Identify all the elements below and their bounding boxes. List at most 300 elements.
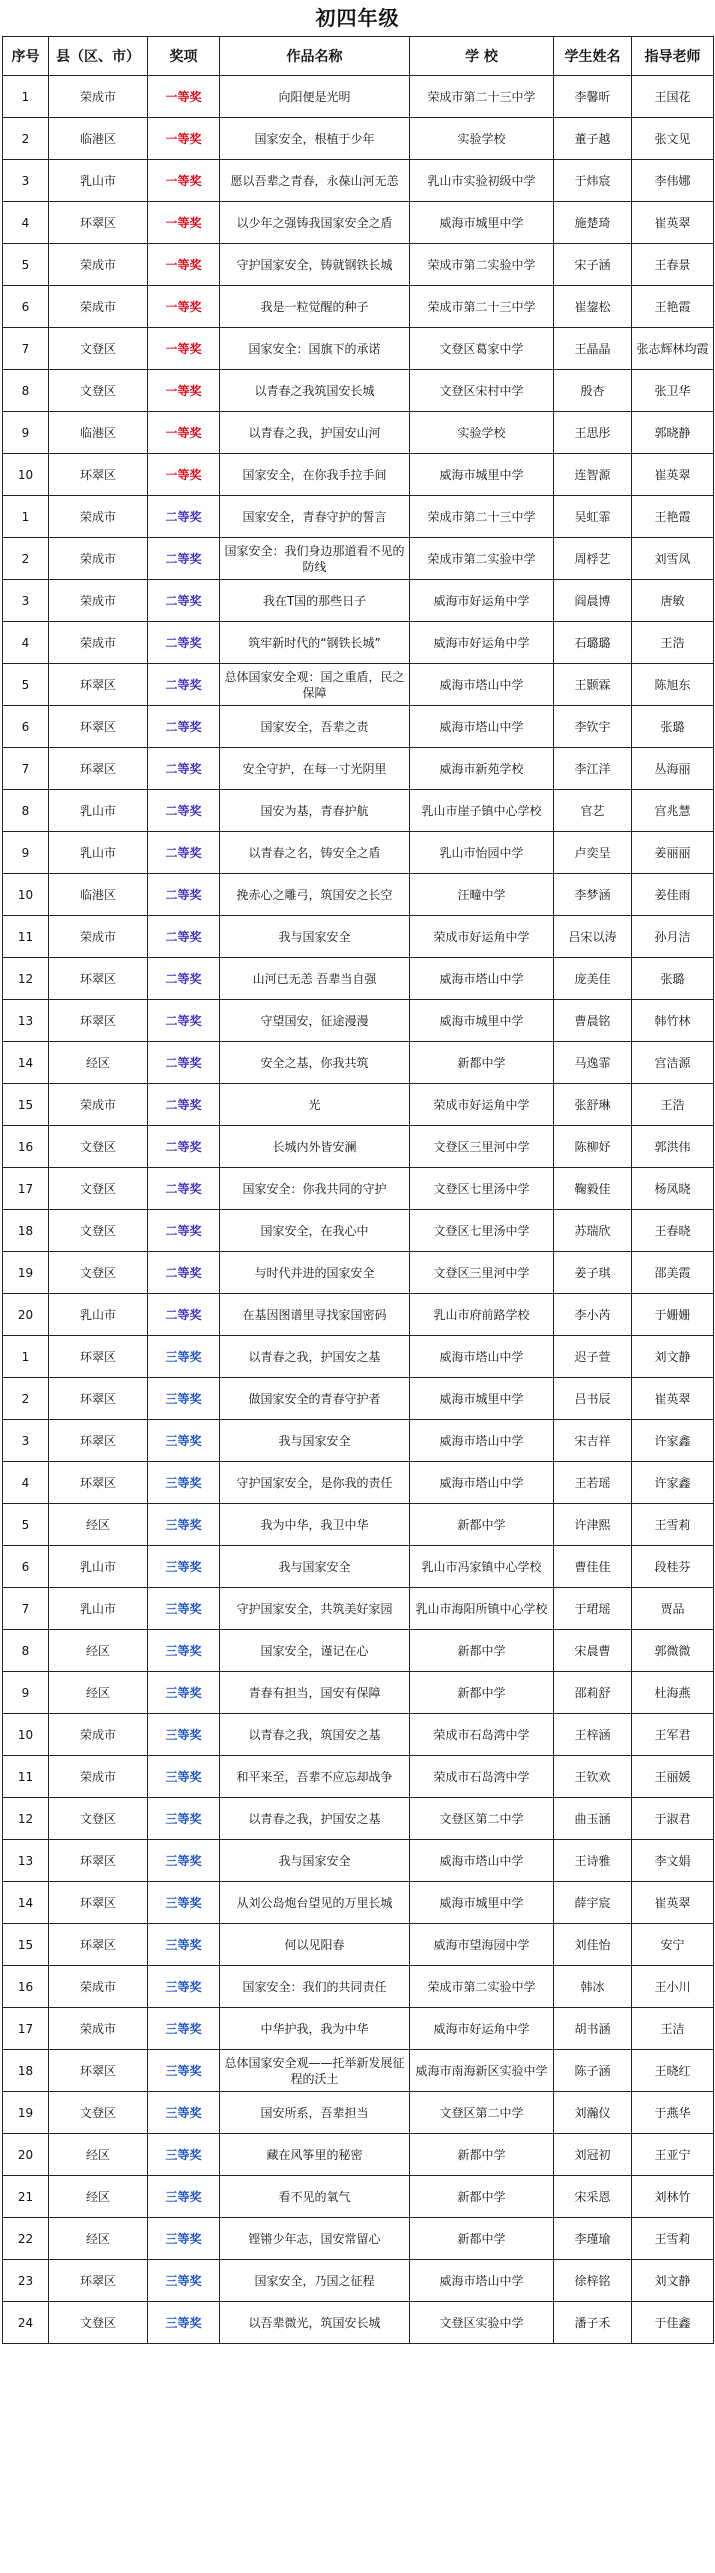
- cell-school: 威海市塔山中学: [410, 706, 554, 748]
- cell-school: 实验学校: [410, 412, 554, 454]
- table-row: [3, 412, 714, 454]
- cell-school: 威海市城里中学: [410, 202, 554, 244]
- cell-work-title: 国家安全：你我共同的守护: [220, 1168, 410, 1210]
- cell-school: 文登区宋村中学: [410, 370, 554, 412]
- cell-school: 乳山市冯家镇中心学校: [410, 1546, 554, 1588]
- cell-award: 一等奖: [148, 118, 220, 160]
- cell-index: 15: [3, 1084, 49, 1126]
- cell-award: 三等奖: [148, 1882, 220, 1924]
- cell-work-title: 看不见的氧气: [220, 2176, 410, 2218]
- cell-index: 1: [3, 496, 49, 538]
- cell-work-title: 总体国家安全观：国之重盾，民之保障: [220, 664, 410, 706]
- cell-award: 二等奖: [148, 1000, 220, 1042]
- cell-teacher: 郭微微: [632, 1630, 714, 1672]
- cell-school: 乳山市府前路学校: [410, 1294, 554, 1336]
- cell-teacher: 邵美霞: [632, 1252, 714, 1294]
- cell-county: 经区: [49, 1042, 148, 1084]
- cell-index: 7: [3, 328, 49, 370]
- cell-teacher: 王洁: [632, 2008, 714, 2050]
- cell-index: 12: [3, 1798, 49, 1840]
- cell-award: 三等奖: [148, 1966, 220, 2008]
- cell-student: 连智源: [554, 454, 632, 496]
- cell-award: 二等奖: [148, 958, 220, 1000]
- cell-teacher: 陈旭东: [632, 664, 714, 706]
- cell-work-title: 藏在风筝里的秘密: [220, 2134, 410, 2176]
- cell-teacher: 韩竹林: [632, 1000, 714, 1042]
- cell-school: 乳山市实验初级中学: [410, 160, 554, 202]
- cell-teacher: 王小川: [632, 1966, 714, 2008]
- cell-school: 威海市塔山中学: [410, 1420, 554, 1462]
- cell-index: 19: [3, 2092, 49, 2134]
- cell-county: 临港区: [49, 874, 148, 916]
- cell-teacher: 贾品: [632, 1588, 714, 1630]
- cell-county: 环翠区: [49, 1840, 148, 1882]
- cell-county: 经区: [49, 2176, 148, 2218]
- cell-county: 乳山市: [49, 1588, 148, 1630]
- cell-index: 5: [3, 1504, 49, 1546]
- cell-work-title: 我是一粒觉醒的种子: [220, 286, 410, 328]
- cell-teacher: 王雪莉: [632, 2218, 714, 2260]
- cell-county: 乳山市: [49, 1546, 148, 1588]
- cell-county: 临港区: [49, 412, 148, 454]
- cell-school: 荣成市第二实验中学: [410, 244, 554, 286]
- cell-work-title: 我与国家安全: [220, 1546, 410, 1588]
- table-row: [3, 1378, 714, 1420]
- cell-school: 威海市塔山中学: [410, 664, 554, 706]
- cell-teacher: 丛海丽: [632, 748, 714, 790]
- cell-student: 宋吉祥: [554, 1420, 632, 1462]
- cell-county: 文登区: [49, 328, 148, 370]
- cell-index: 1: [3, 1336, 49, 1378]
- cell-award: 三等奖: [148, 1378, 220, 1420]
- cell-index: 16: [3, 1966, 49, 2008]
- cell-award: 二等奖: [148, 496, 220, 538]
- cell-teacher: 王国花: [632, 76, 714, 118]
- cell-index: 5: [3, 664, 49, 706]
- cell-index: 3: [3, 1420, 49, 1462]
- cell-work-title: 筑牢新时代的“钢铁长城”: [220, 622, 410, 664]
- cell-school: 威海市新苑学校: [410, 748, 554, 790]
- cell-county: 环翠区: [49, 664, 148, 706]
- cell-work-title: 从刘公岛炮台望见的万里长城: [220, 1882, 410, 1924]
- cell-teacher: 于姗姗: [632, 1294, 714, 1336]
- cell-award: 二等奖: [148, 790, 220, 832]
- cell-work-title: 挽赤心之雕弓，筑国安之长空: [220, 874, 410, 916]
- cell-county: 乳山市: [49, 1294, 148, 1336]
- table-row: [3, 244, 714, 286]
- cell-award: 一等奖: [148, 76, 220, 118]
- cell-work-title: 以青春之我，筑国安之基: [220, 1714, 410, 1756]
- cell-index: 4: [3, 1462, 49, 1504]
- cell-county: 荣成市: [49, 538, 148, 580]
- table-row: [3, 370, 714, 412]
- cell-teacher: 孙月洁: [632, 916, 714, 958]
- cell-county: 环翠区: [49, 1420, 148, 1462]
- table-row: [3, 1966, 714, 2008]
- cell-student: 邵莉舒: [554, 1672, 632, 1714]
- cell-index: 9: [3, 1672, 49, 1714]
- cell-school: 文登区七里汤中学: [410, 1210, 554, 1252]
- cell-index: 10: [3, 1714, 49, 1756]
- cell-student: 刘瀚仪: [554, 2092, 632, 2134]
- cell-student: 曹佳佳: [554, 1546, 632, 1588]
- cell-teacher: 王亚宁: [632, 2134, 714, 2176]
- cell-student: 殷杏: [554, 370, 632, 412]
- table-row: [3, 1672, 714, 1714]
- cell-award: 三等奖: [148, 2218, 220, 2260]
- cell-work-title: 我为中华，我卫中华: [220, 1504, 410, 1546]
- cell-teacher: 宫洁源: [632, 1042, 714, 1084]
- header-teacher: 指导老师: [632, 37, 714, 76]
- award-table: [2, 36, 714, 2344]
- cell-award: 二等奖: [148, 1210, 220, 1252]
- cell-teacher: 王晓红: [632, 2050, 714, 2092]
- cell-student: 曲玉涵: [554, 1798, 632, 1840]
- table-row: [3, 790, 714, 832]
- cell-award: 三等奖: [148, 1672, 220, 1714]
- cell-work-title: 国家安全：我们的共同责任: [220, 1966, 410, 2008]
- cell-index: 3: [3, 160, 49, 202]
- cell-work-title: 国家安全，乃国之征程: [220, 2260, 410, 2302]
- cell-school: 荣成市石岛湾中学: [410, 1756, 554, 1798]
- cell-county: 文登区: [49, 2092, 148, 2134]
- cell-student: 李梦涵: [554, 874, 632, 916]
- table-row: [3, 1168, 714, 1210]
- cell-award: 三等奖: [148, 2134, 220, 2176]
- cell-work-title: 国家安全，在你我手拉手间: [220, 454, 410, 496]
- cell-student: 薛宇宸: [554, 1882, 632, 1924]
- cell-teacher: 刘文静: [632, 2260, 714, 2302]
- header-award: 奖项: [148, 37, 220, 76]
- cell-index: 17: [3, 2008, 49, 2050]
- cell-student: 胡书涵: [554, 2008, 632, 2050]
- cell-county: 环翠区: [49, 1924, 148, 1966]
- table-row: [3, 1420, 714, 1462]
- cell-school: 荣成市好运角中学: [410, 916, 554, 958]
- cell-award: 三等奖: [148, 2302, 220, 2344]
- cell-index: 14: [3, 1042, 49, 1084]
- cell-county: 荣成市: [49, 496, 148, 538]
- cell-teacher: 安宁: [632, 1924, 714, 1966]
- cell-work-title: 守护国家安全，共筑美好家园: [220, 1588, 410, 1630]
- cell-student: 李小芮: [554, 1294, 632, 1336]
- cell-county: 环翠区: [49, 2260, 148, 2302]
- cell-index: 13: [3, 1000, 49, 1042]
- cell-work-title: 山河已无恙 吾辈当自强: [220, 958, 410, 1000]
- table-row: [3, 580, 714, 622]
- cell-award: 三等奖: [148, 1630, 220, 1672]
- cell-work-title: 和平来至，吾辈不应忘却战争: [220, 1756, 410, 1798]
- cell-student: 王梓涵: [554, 1714, 632, 1756]
- cell-teacher: 宫兆慧: [632, 790, 714, 832]
- cell-award: 二等奖: [148, 706, 220, 748]
- cell-award: 三等奖: [148, 1336, 220, 1378]
- cell-award: 三等奖: [148, 1588, 220, 1630]
- header-student: 学生姓名: [554, 37, 632, 76]
- cell-county: 环翠区: [49, 1462, 148, 1504]
- cell-teacher: 王春景: [632, 244, 714, 286]
- table-row: [3, 1588, 714, 1630]
- cell-award: 三等奖: [148, 2092, 220, 2134]
- cell-school: 汪疃中学: [410, 874, 554, 916]
- table-row: [3, 2302, 714, 2344]
- cell-teacher: 郭晓静: [632, 412, 714, 454]
- cell-county: 文登区: [49, 1252, 148, 1294]
- cell-teacher: 许家鑫: [632, 1420, 714, 1462]
- cell-student: 王若瑶: [554, 1462, 632, 1504]
- cell-work-title: 以吾辈微光，筑国安长城: [220, 2302, 410, 2344]
- cell-teacher: 于燕华: [632, 2092, 714, 2134]
- cell-county: 文登区: [49, 1210, 148, 1252]
- cell-school: 乳山市怡园中学: [410, 832, 554, 874]
- cell-index: 8: [3, 1630, 49, 1672]
- table-row: [3, 202, 714, 244]
- cell-award: 一等奖: [148, 160, 220, 202]
- cell-school: 威海市望海园中学: [410, 1924, 554, 1966]
- cell-work-title: 我与国家安全: [220, 916, 410, 958]
- cell-teacher: 刘雪凤: [632, 538, 714, 580]
- cell-school: 威海市城里中学: [410, 1000, 554, 1042]
- cell-work-title: 以青春之我筑国安长城: [220, 370, 410, 412]
- cell-school: 威海市塔山中学: [410, 1336, 554, 1378]
- cell-index: 17: [3, 1168, 49, 1210]
- cell-award: 二等奖: [148, 580, 220, 622]
- cell-index: 7: [3, 748, 49, 790]
- cell-student: 苏瑞欣: [554, 1210, 632, 1252]
- table-row: [3, 1504, 714, 1546]
- table-row: [3, 2218, 714, 2260]
- cell-school: 威海市塔山中学: [410, 1840, 554, 1882]
- cell-index: 15: [3, 1924, 49, 1966]
- cell-teacher: 崔英翠: [632, 202, 714, 244]
- cell-student: 李瑾瑜: [554, 2218, 632, 2260]
- cell-county: 环翠区: [49, 454, 148, 496]
- cell-index: 4: [3, 622, 49, 664]
- table-row: [3, 2008, 714, 2050]
- cell-county: 经区: [49, 2134, 148, 2176]
- table-row: [3, 2134, 714, 2176]
- cell-index: 19: [3, 1252, 49, 1294]
- cell-index: 9: [3, 412, 49, 454]
- cell-county: 荣成市: [49, 1966, 148, 2008]
- cell-county: 经区: [49, 1504, 148, 1546]
- cell-student: 于珺瑶: [554, 1588, 632, 1630]
- cell-work-title: 国安所系，吾辈担当: [220, 2092, 410, 2134]
- cell-county: 环翠区: [49, 2050, 148, 2092]
- cell-work-title: 我在T国的那些日子: [220, 580, 410, 622]
- cell-school: 实验学校: [410, 118, 554, 160]
- cell-county: 乳山市: [49, 832, 148, 874]
- cell-index: 16: [3, 1126, 49, 1168]
- cell-index: 6: [3, 706, 49, 748]
- table-row: [3, 1546, 714, 1588]
- cell-index: 7: [3, 1588, 49, 1630]
- cell-index: 2: [3, 118, 49, 160]
- cell-award: 三等奖: [148, 1756, 220, 1798]
- cell-school: 荣成市第二十三中学: [410, 286, 554, 328]
- cell-award: 二等奖: [148, 1252, 220, 1294]
- cell-student: 韩冰: [554, 1966, 632, 2008]
- table-row: [3, 1798, 714, 1840]
- cell-school: 新都中学: [410, 2218, 554, 2260]
- table-row: [3, 1294, 714, 1336]
- cell-index: 6: [3, 286, 49, 328]
- header-work-title: 作品名称: [220, 37, 410, 76]
- table-row: [3, 328, 714, 370]
- cell-teacher: 崔英翠: [632, 1378, 714, 1420]
- cell-award: 三等奖: [148, 2176, 220, 2218]
- cell-county: 荣成市: [49, 1756, 148, 1798]
- cell-index: 8: [3, 370, 49, 412]
- cell-award: 三等奖: [148, 1504, 220, 1546]
- cell-school: 新都中学: [410, 1504, 554, 1546]
- cell-index: 13: [3, 1840, 49, 1882]
- cell-student: 徐梓铭: [554, 2260, 632, 2302]
- cell-student: 王诗雅: [554, 1840, 632, 1882]
- cell-student: 潘子禾: [554, 2302, 632, 2344]
- cell-work-title: 长城内外皆安澜: [220, 1126, 410, 1168]
- cell-award: 三等奖: [148, 1840, 220, 1882]
- cell-teacher: 李伟娜: [632, 160, 714, 202]
- cell-work-title: 以少年之强铸我国家安全之盾: [220, 202, 410, 244]
- cell-student: 吕书辰: [554, 1378, 632, 1420]
- cell-school: 新都中学: [410, 1630, 554, 1672]
- header-school: 学 校: [410, 37, 554, 76]
- cell-work-title: 国安为基，青春护航: [220, 790, 410, 832]
- cell-award: 二等奖: [148, 874, 220, 916]
- cell-school: 荣成市第二十三中学: [410, 496, 554, 538]
- table-row: [3, 622, 714, 664]
- cell-award: 一等奖: [148, 412, 220, 454]
- cell-school: 文登区葛家中学: [410, 328, 554, 370]
- cell-student: 卢奕呈: [554, 832, 632, 874]
- cell-index: 11: [3, 1756, 49, 1798]
- cell-index: 4: [3, 202, 49, 244]
- cell-student: 李钦宇: [554, 706, 632, 748]
- cell-school: 新都中学: [410, 1042, 554, 1084]
- cell-county: 环翠区: [49, 1378, 148, 1420]
- cell-student: 马逸霏: [554, 1042, 632, 1084]
- cell-school: 威海市城里中学: [410, 1378, 554, 1420]
- cell-award: 三等奖: [148, 1546, 220, 1588]
- cell-student: 曹晨铭: [554, 1000, 632, 1042]
- cell-teacher: 崔英翠: [632, 454, 714, 496]
- cell-teacher: 郭洪伟: [632, 1126, 714, 1168]
- table-row: [3, 76, 714, 118]
- cell-award: 三等奖: [148, 1462, 220, 1504]
- cell-index: 10: [3, 454, 49, 496]
- cell-county: 临港区: [49, 118, 148, 160]
- cell-award: 二等奖: [148, 832, 220, 874]
- cell-work-title: 与时代并进的国家安全: [220, 1252, 410, 1294]
- cell-county: 荣成市: [49, 1084, 148, 1126]
- cell-award: 三等奖: [148, 1924, 220, 1966]
- cell-teacher: 王雪莉: [632, 1504, 714, 1546]
- cell-award: 二等奖: [148, 1084, 220, 1126]
- table-row: [3, 832, 714, 874]
- cell-work-title: 我与国家安全: [220, 1840, 410, 1882]
- cell-award: 一等奖: [148, 286, 220, 328]
- cell-work-title: 国家安全，吾辈之责: [220, 706, 410, 748]
- cell-county: 环翠区: [49, 958, 148, 1000]
- cell-student: 刘冠初: [554, 2134, 632, 2176]
- cell-county: 荣成市: [49, 286, 148, 328]
- cell-work-title: 国家安全，在我心中: [220, 1210, 410, 1252]
- table-row: [3, 1252, 714, 1294]
- cell-index: 9: [3, 832, 49, 874]
- cell-student: 王思彤: [554, 412, 632, 454]
- cell-school: 威海市好运角中学: [410, 622, 554, 664]
- table-row: [3, 1084, 714, 1126]
- table-row: [3, 664, 714, 706]
- cell-work-title: 做国家安全的青春守护者: [220, 1378, 410, 1420]
- cell-student: 王晶晶: [554, 328, 632, 370]
- cell-student: 庞美佳: [554, 958, 632, 1000]
- header-county: 县（区、市）: [49, 37, 148, 76]
- cell-award: 二等奖: [148, 748, 220, 790]
- cell-student: 施楚琦: [554, 202, 632, 244]
- cell-teacher: 王军君: [632, 1714, 714, 1756]
- cell-work-title: 青春有担当，国安有保障: [220, 1672, 410, 1714]
- cell-county: 荣成市: [49, 1714, 148, 1756]
- cell-teacher: 张文见: [632, 118, 714, 160]
- cell-award: 三等奖: [148, 1714, 220, 1756]
- cell-student: 王颢霖: [554, 664, 632, 706]
- table-row: [3, 874, 714, 916]
- cell-county: 荣成市: [49, 580, 148, 622]
- cell-school: 文登区三里河中学: [410, 1252, 554, 1294]
- cell-work-title: 守望国安，征途漫漫: [220, 1000, 410, 1042]
- cell-county: 乳山市: [49, 160, 148, 202]
- cell-school: 文登区三里河中学: [410, 1126, 554, 1168]
- cell-student: 李江洋: [554, 748, 632, 790]
- cell-award: 二等奖: [148, 1294, 220, 1336]
- cell-award: 三等奖: [148, 1420, 220, 1462]
- cell-work-title: 光: [220, 1084, 410, 1126]
- cell-student: 王钦欢: [554, 1756, 632, 1798]
- cell-award: 一等奖: [148, 244, 220, 286]
- cell-county: 荣成市: [49, 244, 148, 286]
- cell-school: 威海市塔山中学: [410, 958, 554, 1000]
- cell-award: 三等奖: [148, 1798, 220, 1840]
- cell-student: 陈子涵: [554, 2050, 632, 2092]
- cell-award: 三等奖: [148, 2260, 220, 2302]
- cell-county: 乳山市: [49, 790, 148, 832]
- cell-work-title: 国家安全：我们身边那道看不见的防线: [220, 538, 410, 580]
- table-row: [3, 2176, 714, 2218]
- cell-student: 迟子萱: [554, 1336, 632, 1378]
- cell-student: 董子越: [554, 118, 632, 160]
- cell-teacher: 张卫华: [632, 370, 714, 412]
- cell-index: 8: [3, 790, 49, 832]
- cell-work-title: 以青春之名，铸安全之盾: [220, 832, 410, 874]
- cell-teacher: 王浩: [632, 1084, 714, 1126]
- cell-student: 姜子琪: [554, 1252, 632, 1294]
- cell-school: 荣成市石岛湾中学: [410, 1714, 554, 1756]
- cell-county: 荣成市: [49, 916, 148, 958]
- cell-student: 崔鋆松: [554, 286, 632, 328]
- cell-student: 张舒琳: [554, 1084, 632, 1126]
- cell-teacher: 许家鑫: [632, 1462, 714, 1504]
- table-row: [3, 1630, 714, 1672]
- cell-award: 一等奖: [148, 328, 220, 370]
- cell-school: 威海市好运角中学: [410, 580, 554, 622]
- cell-teacher: 王浩: [632, 622, 714, 664]
- cell-index: 5: [3, 244, 49, 286]
- cell-index: 3: [3, 580, 49, 622]
- cell-teacher: 王丽媛: [632, 1756, 714, 1798]
- table-row: [3, 1210, 714, 1252]
